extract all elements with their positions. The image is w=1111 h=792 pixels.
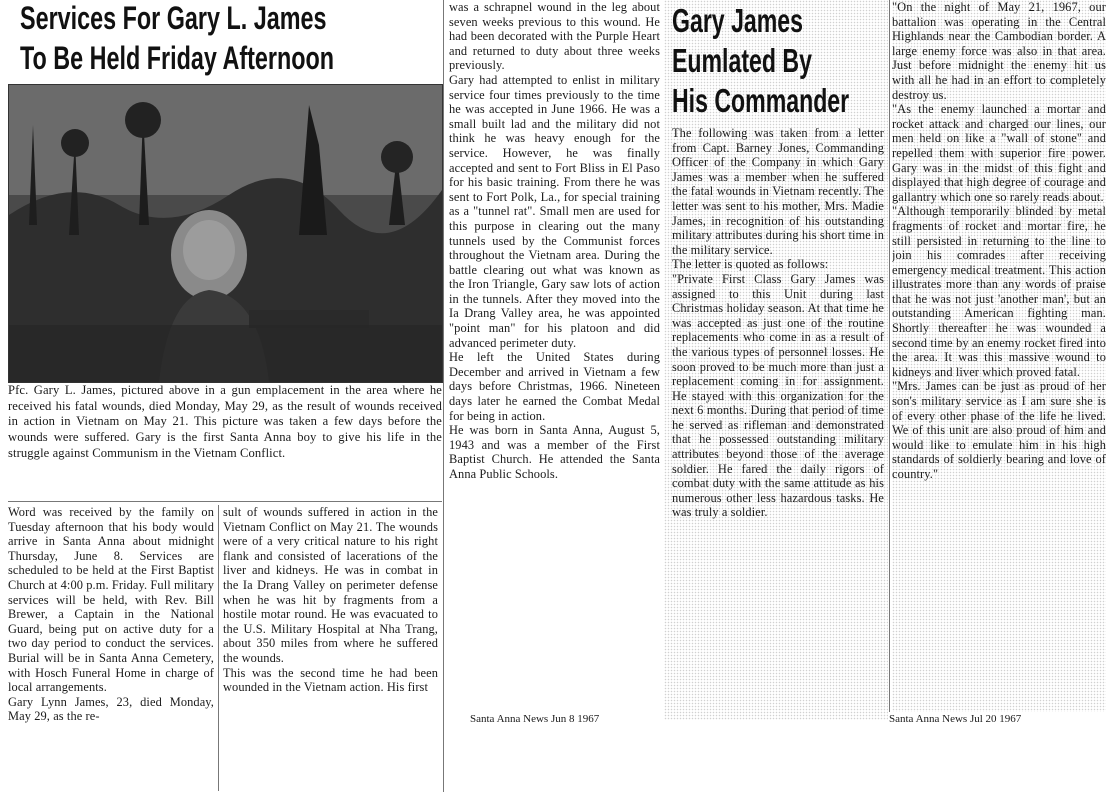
- article2-column2-text: "On the night of May 21, 1967, our battalion was operating in the Central Highlands near the Cambodian border. A large enemy force was also in that area. Just before midnight the enemy hit us with all he had in an effort to completely destroy us. "As the enemy launched a mortar and rocket attack and charged our lines, our men held on like a "wall of stone" and repelled them with superior fire power. Gary was in the midst of this fight and displayed that high degree of courage and gallantry which one so rarely reads about. "Although temporarily blinded by metal fragments of rocket and mortar fire, he still persisted in returning to the line to join his comrades after receiving emergency medical treatment. This action illustrates more than any words of praise that he was not just 'another man', but an outstanding American fighting man. Shortly thereafter he was wounded a second time by an enemy rocket fired into the area. It was this massive wound to kidneys and liver which proved fatal. "Mrs. James can be just as proud of her son's military service as I am sure she is of every other phase of the life he lived. We of this unit are also proud of him and would like to emulate him in his high standards of soldierly bearing and love of country.": [892, 0, 1106, 481]
- headline-eulogy-line2: Eumlated By: [672, 42, 812, 79]
- article1-column3-text: was a schrapnel wound in the leg about seven weeks previous to this wound. He had been decorated with the Purple Heart and returned to duty about three weeks previously. Gary had attempted to enlist in military service four times previously to the time he was accepted in June 1966. He was a small built lad and the military did not think he was heavy enough for the service. However, he was finally accepted and sent to Fort Bliss in El Paso for his basic training. From there he was sent to Fort Polk, La., for special training as a "tunnel rat". Small men are used for this purpose in clearing out the many tunnels used by the Communist forces throughout the Vietnam area. During the battle clearing out what was known as the Iron Triangle, Gary saw lots of action in the tunnels. After they moved into the Ia Drang Valley area, he was appointed "point man" for his platoon and did advanced perimeter duty. He left the United States during December and arrived in Vietnam a few days before Christmas, 1966. Nineteen days later he earned the Combat Medal for being in action. He was born in Santa Anna, August 5, 1943 and was a member of the First Baptist Church. He attended the Santa Anna Public Schools.: [449, 0, 660, 481]
- headline-eulogy-line1: Gary James: [672, 2, 803, 39]
- column-divider: [443, 0, 444, 792]
- article2-column1: [672, 126, 884, 718]
- headline-eulogy-line3: His Commander: [672, 82, 850, 119]
- article2-column2: [892, 0, 1106, 712]
- headline-services-line2: To Be Held Friday Afternoon: [20, 40, 335, 76]
- jungle-scene-illustration: [9, 85, 442, 382]
- article1-column3: [449, 0, 660, 705]
- article1-column1: [8, 505, 214, 791]
- article2-column1-text: The following was taken from a letter from Capt. Barney Jones, Commanding Officer of the Company in which Gary James was a member when he suffered the fatal wounds in Vietnam recently. The letter was sent to his mother, Mrs. Madie James, in recognition of his outstanding military attributes during his short time in the military service. The letter is quoted as follows: "Private First Class Gary James was assigned to this Unit during last Christmas holiday season. At that time he was accepted as just one of the routine replacements who come in as a result of the various types of personnel losses. He soon proved to be much more than just a replacement coming in for assignment. He stayed with this organization for the next 6 months. During that period of time he served as rifleman and demonstrated that he possessed outstanding military attributes beyond those of the average soldier. He fared the daily rigors of combat duty with the same attitude as his numerous other less hazardous tasks. He was truly a soldier.: [672, 126, 884, 520]
- caption-divider: [8, 501, 442, 502]
- article1-column1-text: Word was received by the family on Tuesday afternoon that his body would arrive in Santa Anna about midnight Thursday, June 8. Services are scheduled to be held at the First Baptist Church at 4:00 p.m. Friday. Full military services will be held, with Rev. Bill Brewer, a Captain in the National Guard, being put on active duty for a two day period to conduct the services. Burial will be in Santa Anna Cemetery, with Hosch Funeral Home in charge of local arrangements. Gary Lynn James, 23, died Monday, May 29, as the re-: [8, 505, 214, 724]
- article1-column2: [223, 505, 438, 791]
- source-credit-jun: Santa Anna News Jun 8 1967: [470, 713, 600, 725]
- source-credit-jul: Santa Anna News Jul 20 1967: [889, 713, 1022, 725]
- gary-james-photo: [8, 84, 443, 383]
- caption-text: Pfc. Gary L. James, pictured above in a gun emplacement in the area where he received his fatal wounds, died Monday, May 29, as the result of wounds received in action in Vietnam on May 21. This picture was taken a few days before the wounds were suffered. Gary is the first Santa Anna boy to give his life in the struggle against Communism in the Vietnam Conflict.: [8, 383, 442, 460]
- photo-caption: [8, 383, 442, 501]
- article1-column2-text: sult of wounds suffered in action in the Vietnam Conflict on May 21. The wounds were of a very critical nature to his right flank and consisted of lacerations of the liver and kidneys. He was in combat in the Ia Drang Valley on perimeter defense when he was hit by fragments from a hostile motar round. He was evacuated to the U.S. Military Hospital at Nha Trang, about 350 miles from where he suffered the wounds. This was the second time he had been wounded in the Vietnam action. His first: [223, 505, 438, 695]
- headline-services-line1: Services For Gary L. James: [20, 0, 327, 36]
- article2-clipping: [664, 0, 888, 720]
- column-divider: [218, 505, 219, 791]
- column-divider: [889, 0, 890, 712]
